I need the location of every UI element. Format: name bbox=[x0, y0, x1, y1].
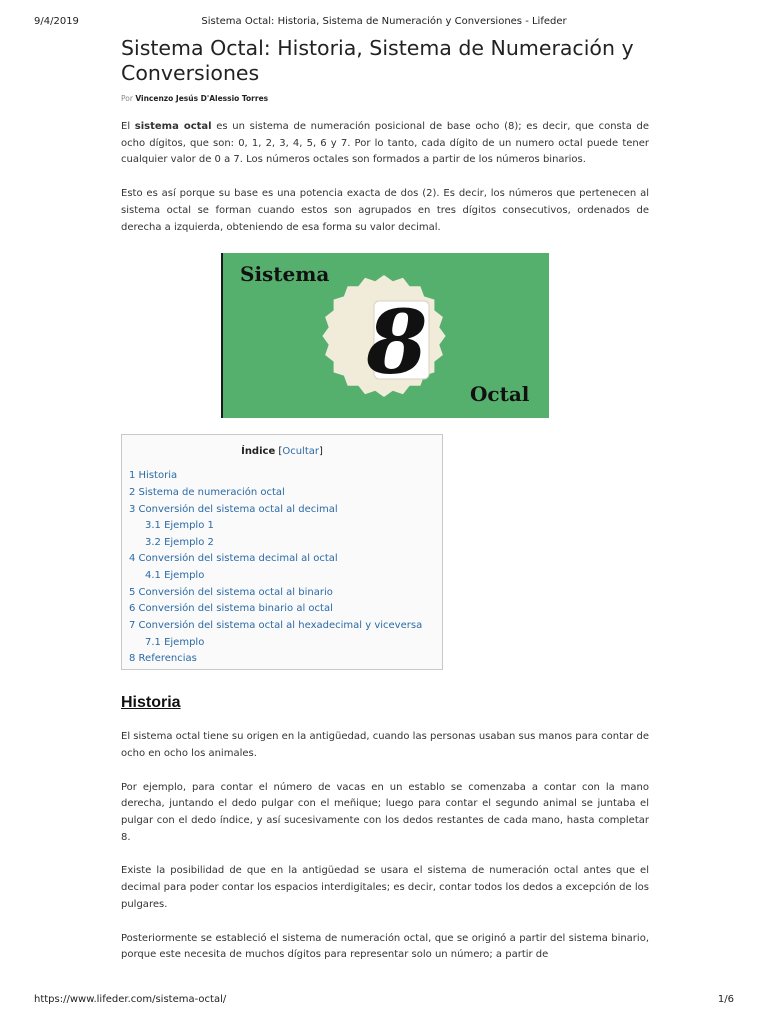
print-page-title: Sistema Octal: Historia, Sistema de Numeración y Conversiones - Lifeder bbox=[201, 16, 567, 27]
toc-item[interactable]: 8 Referencias bbox=[129, 653, 197, 665]
toc-item[interactable]: 1 Historia bbox=[129, 470, 178, 482]
print-footer bbox=[34, 994, 734, 1010]
print-url: https://www.lifeder.com/sistema-octal/ bbox=[34, 994, 227, 1005]
toc-item[interactable]: 7 Conversión del sistema octal al hexadecimal y viceversa bbox=[129, 619, 423, 631]
toc-item[interactable]: 6 Conversión del sistema binario al octal bbox=[129, 603, 333, 615]
intro-bold-term: sistema octal bbox=[134, 121, 212, 132]
toc-item[interactable]: 4 Conversión del sistema decimal al octal bbox=[129, 553, 338, 565]
historia-paragraph: Existe la posibilidad de que en la antigüedad se usara el sistema de numeración octal antes que el decimal para poder contar los espacios interdigitales; es decir, contar todos los dedos a excepción de los pulgares. bbox=[121, 865, 649, 910]
section-heading-historia: Historia bbox=[121, 694, 181, 712]
image-word-sistema: Sistema bbox=[240, 262, 330, 287]
toc-list bbox=[122, 468, 442, 668]
toc-subitem[interactable]: 7.1 Ejemplo bbox=[145, 636, 205, 648]
intro-rest: es un sistema de numeración posicional de base ocho (8); es decir, que consta de ocho dígitos, que son: 0, 1, 2, 3, 4, 5, 6 y 7. Por lo tanto, cada dígito de un numero octal puede tener cualquier valor de 0 a 7. Los números octales son formados a partir de los números binarios. bbox=[121, 121, 649, 166]
paragraph-base-two: Esto es así porque su base es una potencia exacta de dos (2). Es decir, los números que pertenecen al sistema octal se forman cuando estos son agrupados en tres dígitos consecutivos, ordenados de derecha a izquierda, obteniendo de esa forma su valor decimal. bbox=[121, 188, 649, 233]
historia-paragraph: Por ejemplo, para contar el número de vacas en un establo se comenzaba a contar con la mano derecha, juntando el dedo pulgar con el meñique; luego para contar el segundo animal se juntaba el pulgar con el dedo índice, y así sucesivamente con los dedos restantes de cada mano, hasta completar 8. bbox=[121, 781, 649, 843]
article bbox=[121, 36, 649, 964]
sistema-octal-image bbox=[221, 253, 549, 418]
toc-subitem[interactable]: 4.1 Ejemplo bbox=[145, 570, 205, 582]
toc-header bbox=[122, 435, 442, 460]
article-title: Sistema Octal: Historia, Sistema de Numeración y Conversiones bbox=[121, 36, 634, 85]
toc-subitem[interactable]: 3.1 Ejemplo 1 bbox=[145, 520, 214, 532]
toc-heading: Índice bbox=[241, 446, 276, 458]
hero-image-wrap bbox=[121, 253, 649, 418]
toc-subitem[interactable]: 3.2 Ejemplo 2 bbox=[145, 536, 214, 548]
byline-prefix: Por bbox=[121, 94, 133, 103]
historia-paragraph: Posteriormente se estableció el sistema de numeración octal, que se originó a partir del sistema binario, porque este necesita de muchos dígitos para representar solo un número; a partir de bbox=[121, 932, 649, 961]
toc-hide-bracket: [Ocultar] bbox=[278, 446, 323, 458]
byline bbox=[121, 94, 649, 104]
print-header bbox=[34, 16, 734, 32]
intro-pre: El bbox=[121, 121, 135, 132]
author-link[interactable]: Vincenzo Jesús D'Alessio Torres bbox=[135, 94, 269, 103]
toc-item[interactable]: 5 Conversión del sistema octal al binario bbox=[129, 586, 333, 598]
intro-paragraph bbox=[121, 119, 649, 169]
print-date: 9/4/2019 bbox=[34, 16, 79, 27]
table-of-contents bbox=[121, 434, 443, 670]
image-numeral: 8 bbox=[366, 290, 428, 395]
image-word-octal: Octal bbox=[470, 382, 530, 407]
toc-hide-link[interactable]: Ocultar bbox=[282, 446, 319, 458]
toc-item[interactable]: 2 Sistema de numeración octal bbox=[129, 486, 285, 498]
historia-paragraph: El sistema octal tiene su origen en la antigüedad, cuando las personas usaban sus manos para contar de ocho en ocho los animales. bbox=[121, 731, 649, 759]
toc-item[interactable]: 3 Conversión del sistema octal al decimal bbox=[129, 503, 338, 515]
print-page-number: 1/6 bbox=[717, 994, 734, 1005]
